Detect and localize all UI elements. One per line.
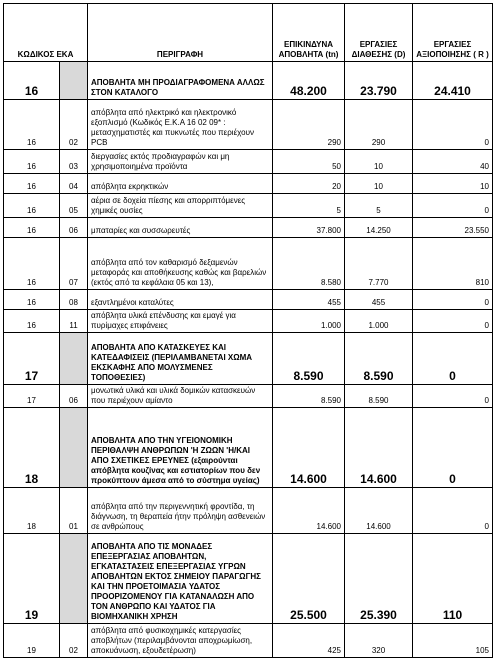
recovery-value: 105 <box>413 624 493 658</box>
recovery-value: 0 <box>413 333 493 385</box>
disposal-value: 5 <box>345 194 413 218</box>
table-row <box>4 488 493 534</box>
table-row <box>4 174 493 194</box>
header-row <box>4 4 493 62</box>
category-row <box>4 408 493 488</box>
header-hazardous: ΕΠΙΚΙΝΔΥΝΑ ΑΠΟΒΛΗΤΑ (tn) <box>273 4 345 62</box>
table-row <box>4 238 493 290</box>
hazardous-value: 290 <box>273 100 345 150</box>
waste-table <box>3 3 493 658</box>
recovery-value: 0 <box>413 488 493 534</box>
description-cell: αέρια σε δοχεία πίεσης και απορριπτόμενες χημικές ουσίες <box>88 194 273 218</box>
recovery-value: 24.410 <box>413 62 493 100</box>
description-cell: μπαταρίες και συσσωρευτές <box>88 218 273 238</box>
subcode-cell <box>60 408 88 488</box>
description-cell: απόβλητα από την περιγεννητική φροντίδα, τη διάγνωση, τη θεραπεία ήτην πρόληψη ασθενειών σε ανθρώπους <box>88 488 273 534</box>
hazardous-value: 14.600 <box>273 408 345 488</box>
disposal-value: 290 <box>345 100 413 150</box>
disposal-value: 1.000 <box>345 310 413 333</box>
code-cell: 18 <box>4 488 60 534</box>
description-cell: ΑΠΟΒΛΗΤΑ ΜΗ ΠΡΟΔΙΑΓΡΑΦΟΜΕΝΑ ΑΛΛΩΣ ΣΤΟΝ ΚΑΤΑΛΟΓΟ <box>88 62 273 100</box>
recovery-value: 0 <box>413 100 493 150</box>
disposal-value: 8.590 <box>345 385 413 408</box>
code-cell: 17 <box>4 385 60 408</box>
disposal-value: 8.590 <box>345 333 413 385</box>
hazardous-value: 8.590 <box>273 333 345 385</box>
subcode-cell <box>60 62 88 100</box>
category-row <box>4 62 493 100</box>
table-row <box>4 290 493 310</box>
disposal-value: 14.250 <box>345 218 413 238</box>
code-cell: 16 <box>4 194 60 218</box>
description-cell: απόβλητα από φυσικοχημικές κατεργασίες αποβλήτων (περιλαμβάνονται αποχρωμίωση, αποκυάνωση, εξουδετέρωση) <box>88 624 273 658</box>
table-row <box>4 624 493 658</box>
code-cell: 16 <box>4 62 60 100</box>
subcode-cell: 11 <box>60 310 88 333</box>
code-cell: 18 <box>4 408 60 488</box>
subcode-cell <box>60 333 88 385</box>
disposal-value: 25.390 <box>345 534 413 624</box>
disposal-value: 455 <box>345 290 413 310</box>
code-cell: 16 <box>4 238 60 290</box>
subcode-cell: 04 <box>60 174 88 194</box>
disposal-value: 14.600 <box>345 488 413 534</box>
disposal-value: 14.600 <box>345 408 413 488</box>
recovery-value: 0 <box>413 194 493 218</box>
recovery-value: 0 <box>413 408 493 488</box>
description-cell: διεργασίες εκτός προδιαγραφών και μη χρησιμοποιημένα προϊόντα <box>88 150 273 174</box>
code-cell: 19 <box>4 534 60 624</box>
hazardous-value: 14.600 <box>273 488 345 534</box>
code-cell: 17 <box>4 333 60 385</box>
recovery-value: 810 <box>413 238 493 290</box>
recovery-value: 110 <box>413 534 493 624</box>
category-row <box>4 534 493 624</box>
subcode-cell: 02 <box>60 100 88 150</box>
disposal-value: 320 <box>345 624 413 658</box>
recovery-value: 23.550 <box>413 218 493 238</box>
code-cell: 16 <box>4 310 60 333</box>
hazardous-value: 8.590 <box>273 385 345 408</box>
header-disposal: ΕΡΓΑΣΙΕΣ ΔΙΑΘΕΣΗΣ (D) <box>345 4 413 62</box>
hazardous-value: 25.500 <box>273 534 345 624</box>
description-cell: ΑΠΟΒΛΗΤΑ ΑΠΟ ΤΙΣ ΜΟΝΑΔΕΣ ΕΠΕΞΕΡΓΑΣΙΑΣ ΑΠΟΒΛΗΤΩΝ, ΕΓΚΑΤΑΣΤΑΣΕΙΣ ΕΠΕΞΕΡΓΑΣΙΑΣ ΥΓΡΩΝ ΑΠΟΒΛΗΤΩΝ ΕΚΤΟΣ ΣΗΜΕΙΟΥ ΠΑΡΑΓΩΓΗΣ ΚΑΙ ΤΗΝ ΠΡΟΕΤΟΙΜΑΣΙΑ ΥΔΑΤΟΣ ΠΡΟΟΡΙΖΟΜΕΝΟΥ ΓΙΑ ΚΑΤΑΝΑΛΩΣΗ ΑΠΟ ΤΟΝ ΑΝΘΡΩΠΟ ΚΑΙ ΥΔΑΤΟΣ ΓΙΑ ΒΙΟΜΗΧΑΝΙΚΗ ΧΡΗΣΗ <box>88 534 273 624</box>
description-cell: ΑΠΟΒΛΗΤΑ ΑΠΟ ΤΗΝ ΥΓΕΙΟΝΟΜΙΚΗ ΠΕΡΙΘΑΛΨΗ ΑΝΘΡΩΠΩΝ 'Η ΖΩΩΝ 'Η/ΚΑΙ ΑΠΟ ΣΧΕΤΙΚΕΣ ΕΡΕΥΝΕΣ (εξαιρούνται απόβλητα κουζίνας και εστιατορίων που δεν προκύπτουν άμεσα από το σύστημα υγείας) <box>88 408 273 488</box>
table-row <box>4 100 493 150</box>
subcode-cell: 05 <box>60 194 88 218</box>
disposal-value: 23.790 <box>345 62 413 100</box>
recovery-value: 0 <box>413 385 493 408</box>
description-cell: ΑΠΟΒΛΗΤΑ ΑΠΟ ΚΑΤΑΣΚΕΥΕΣ ΚΑΙ ΚΑΤΕΔΑΦΙΣΕΙΣ (ΠΕΡΙΛΑΜΒΑΝΕΤΑΙ ΧΩΜΑ ΕΚΣΚΑΦΗΣ ΑΠΟ ΜΟΛΥΣΜΕΝΕΣ ΤΟΠΟΘΕΣΙΕΣ) <box>88 333 273 385</box>
recovery-value: 10 <box>413 174 493 194</box>
code-cell: 16 <box>4 174 60 194</box>
hazardous-value: 5 <box>273 194 345 218</box>
disposal-value: 10 <box>345 174 413 194</box>
code-cell: 16 <box>4 100 60 150</box>
header-recovery: ΕΡΓΑΣΙΕΣ ΑΞΙΟΠΟΙΗΣΗΣ ( R ) <box>413 4 493 62</box>
code-cell: 19 <box>4 624 60 658</box>
hazardous-value: 455 <box>273 290 345 310</box>
hazardous-value: 48.200 <box>273 62 345 100</box>
table-row <box>4 194 493 218</box>
hazardous-value: 37.800 <box>273 218 345 238</box>
description-cell: απόβλητα εκρηκτικών <box>88 174 273 194</box>
recovery-value: 40 <box>413 150 493 174</box>
subcode-cell <box>60 534 88 624</box>
recovery-value: 0 <box>413 310 493 333</box>
header-code: ΚΩΔΙΚΟΣ ΕΚΑ <box>4 4 88 62</box>
description-cell: εξαντλημένοι καταλύτες <box>88 290 273 310</box>
table-row <box>4 310 493 333</box>
subcode-cell: 03 <box>60 150 88 174</box>
subcode-cell: 06 <box>60 218 88 238</box>
recovery-value: 0 <box>413 290 493 310</box>
table-row <box>4 150 493 174</box>
table-row <box>4 218 493 238</box>
table-row <box>4 385 493 408</box>
category-row <box>4 333 493 385</box>
subcode-cell: 02 <box>60 624 88 658</box>
code-cell: 16 <box>4 150 60 174</box>
subcode-cell: 06 <box>60 385 88 408</box>
hazardous-value: 425 <box>273 624 345 658</box>
description-cell: απόβλητα από ηλεκτρικό και ηλεκτρονικό εξοπλισμό (Κωδικός Ε.Κ.Α 16 02 09* : μετασχηματιστές και πυκνωτές που περιέχουν PCB <box>88 100 273 150</box>
hazardous-value: 50 <box>273 150 345 174</box>
subcode-cell: 08 <box>60 290 88 310</box>
disposal-value: 7.770 <box>345 238 413 290</box>
hazardous-value: 1.000 <box>273 310 345 333</box>
subcode-cell: 07 <box>60 238 88 290</box>
disposal-value: 10 <box>345 150 413 174</box>
description-cell: απόβλητα υλικά επένδυσης και εμαγέ για πυρίμαχες επιφάνειες <box>88 310 273 333</box>
hazardous-value: 20 <box>273 174 345 194</box>
description-cell: απόβλητα από τον καθαρισμό δεξαμενών μεταφοράς και αποθήκευσης καθώς και βαρελιών (εκτός από τα κεφάλαια 05 και 13), <box>88 238 273 290</box>
code-cell: 16 <box>4 218 60 238</box>
code-cell: 16 <box>4 290 60 310</box>
header-description: ΠΕΡΙΓΡΑΦΗ <box>88 4 273 62</box>
description-cell: μονωτικά υλικά και υλικά δομικών κατασκευών που περιέχουν αμίαντο <box>88 385 273 408</box>
hazardous-value: 8.580 <box>273 238 345 290</box>
subcode-cell: 01 <box>60 488 88 534</box>
